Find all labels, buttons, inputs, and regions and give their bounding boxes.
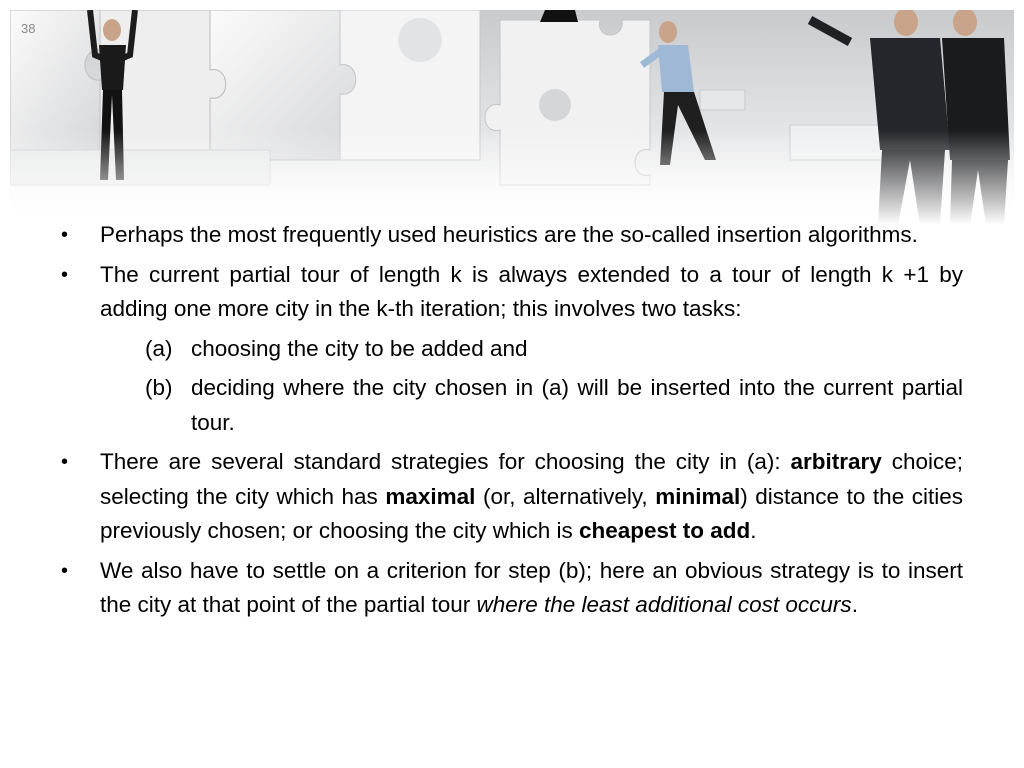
businessman-top-figure <box>540 10 578 22</box>
emphasis-cheapest-to-add: cheapest to add <box>578 518 751 543</box>
bullet-text: There are several standard strategies for choosing the city in (a): <box>100 449 791 474</box>
bullet-text: . <box>851 592 858 617</box>
sub-list-marker: (a) <box>145 335 173 361</box>
header-banner-image <box>10 10 1014 225</box>
sub-list-item <box>58 371 963 440</box>
bullet-text: choice; selecting the city which has <box>100 449 963 509</box>
emphasis-least-additional-cost: where the least additional cost occurs <box>476 592 852 617</box>
emphasis-minimal: minimal <box>655 483 741 509</box>
bullet-icon: • <box>61 451 69 473</box>
emphasis-arbitrary: arbitrary <box>790 449 882 474</box>
page-number: 38 <box>21 21 36 36</box>
slide-body <box>58 218 963 628</box>
bullet-text: We also have to settle on a criterion for step (b); here an obvious strategy is to insert the city at that point of the partial tour <box>100 557 963 617</box>
bullet-icon: • <box>61 224 69 246</box>
sub-list-item <box>58 332 963 367</box>
sub-list-marker: (b) <box>145 375 173 400</box>
bullet-text: The current partial tour of length k is always extended to a tour of length k +1 by adding one more city in the k-th iteration; this involves two tasks: <box>100 261 963 321</box>
bullet-text: ) distance to the cities previously chosen; or choosing the city which is <box>100 483 964 543</box>
bullet-text: (or, alternatively, <box>475 483 656 509</box>
bullet-item <box>58 445 963 549</box>
emphasis-maximal: maximal <box>385 483 476 509</box>
sub-list-text: deciding where the city chosen in (a) will be inserted into the current partial tour. <box>191 375 963 435</box>
puzzle-illustration <box>10 10 1014 225</box>
bullet-icon: • <box>61 263 69 286</box>
bullet-item <box>58 218 963 253</box>
bullet-text: Perhaps the most frequently used heuristics are the so-called insertion algorithms. <box>100 222 918 247</box>
bullet-text: . <box>750 518 757 543</box>
bullet-icon: • <box>61 559 69 582</box>
bullet-item <box>58 258 963 327</box>
bullet-item <box>58 554 963 623</box>
sub-list-text: choosing the city to be added and <box>191 335 528 361</box>
